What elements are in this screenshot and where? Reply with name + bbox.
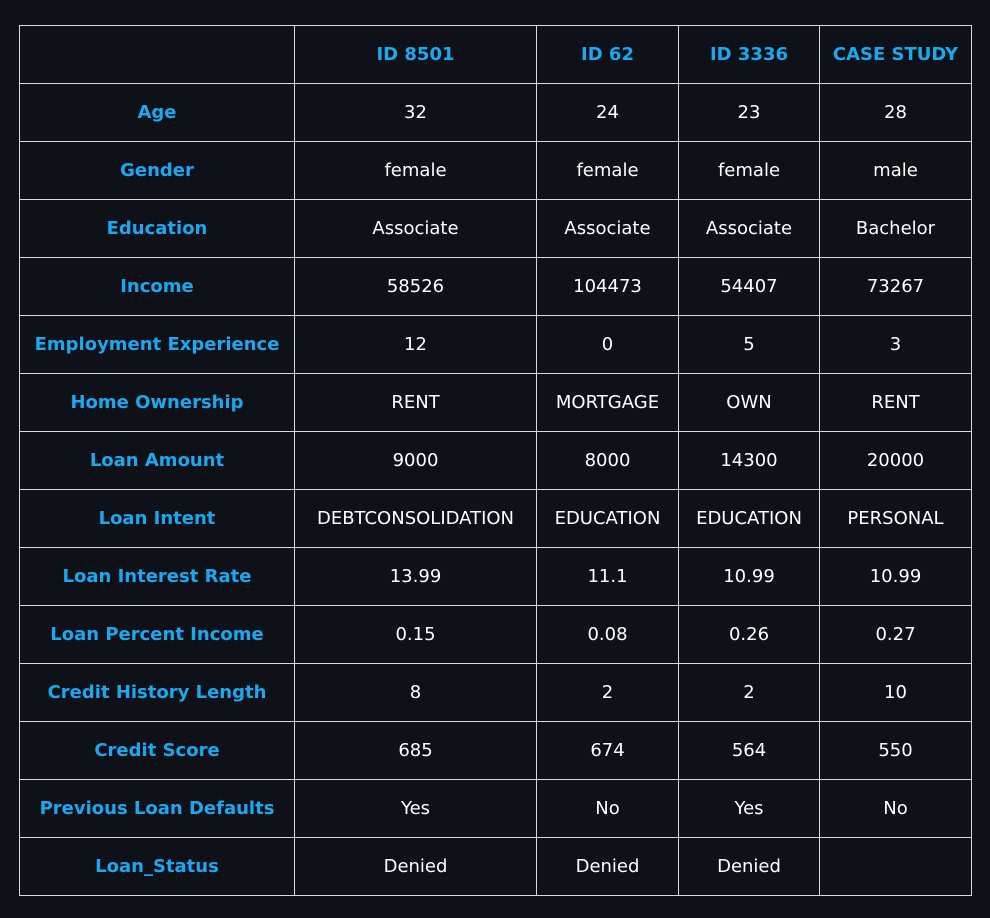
table-cell: female	[537, 142, 679, 200]
table-cell: Yes	[679, 780, 820, 838]
table-cell: 2	[537, 664, 679, 722]
table-cell: 73267	[820, 258, 972, 316]
row-label: Employment Experience	[20, 316, 295, 374]
row-label: Loan Intent	[20, 490, 295, 548]
corner-cell	[20, 26, 295, 84]
column-header: CASE STUDY	[820, 26, 972, 84]
row-label: Loan Amount	[20, 432, 295, 490]
table-cell: 24	[537, 84, 679, 142]
table-cell: Denied	[679, 838, 820, 896]
table-cell: RENT	[820, 374, 972, 432]
table-cell: No	[537, 780, 679, 838]
table-cell: 32	[295, 84, 537, 142]
table-cell: 0	[537, 316, 679, 374]
table-row	[20, 490, 972, 548]
table-cell: OWN	[679, 374, 820, 432]
table-cell: 13.99	[295, 548, 537, 606]
table-cell: 0.26	[679, 606, 820, 664]
table-row	[20, 142, 972, 200]
table-cell: 11.1	[537, 548, 679, 606]
table-cell: 10.99	[820, 548, 972, 606]
table-cell: Yes	[295, 780, 537, 838]
table-cell: PERSONAL	[820, 490, 972, 548]
column-header: ID 62	[537, 26, 679, 84]
table-row	[20, 606, 972, 664]
column-header: ID 3336	[679, 26, 820, 84]
table-cell: Associate	[537, 200, 679, 258]
table-row	[20, 838, 972, 896]
table-row	[20, 84, 972, 142]
table-row	[20, 664, 972, 722]
table-cell: 674	[537, 722, 679, 780]
table-row	[20, 722, 972, 780]
table-cell: 550	[820, 722, 972, 780]
table-row	[20, 548, 972, 606]
table-cell: Associate	[295, 200, 537, 258]
table-cell: Associate	[679, 200, 820, 258]
table-cell: RENT	[295, 374, 537, 432]
row-label: Income	[20, 258, 295, 316]
table-cell: 12	[295, 316, 537, 374]
table-cell: Bachelor	[820, 200, 972, 258]
table-cell: 23	[679, 84, 820, 142]
row-label: Gender	[20, 142, 295, 200]
table-cell: 0.27	[820, 606, 972, 664]
table-cell: 54407	[679, 258, 820, 316]
table-cell: 14300	[679, 432, 820, 490]
row-label: Loan_Status	[20, 838, 295, 896]
table-cell: female	[679, 142, 820, 200]
table-row	[20, 432, 972, 490]
table-cell: No	[820, 780, 972, 838]
table-cell: 3	[820, 316, 972, 374]
table-row	[20, 780, 972, 838]
row-label: Previous Loan Defaults	[20, 780, 295, 838]
table-row	[20, 374, 972, 432]
table-cell: 564	[679, 722, 820, 780]
row-label: Home Ownership	[20, 374, 295, 432]
table-cell	[820, 838, 972, 896]
table-cell: 58526	[295, 258, 537, 316]
table-cell: 2	[679, 664, 820, 722]
table-cell: MORTGAGE	[537, 374, 679, 432]
table-cell: 5	[679, 316, 820, 374]
table-cell: 104473	[537, 258, 679, 316]
row-label: Loan Interest Rate	[20, 548, 295, 606]
table-row	[20, 258, 972, 316]
row-label: Credit History Length	[20, 664, 295, 722]
table-cell: female	[295, 142, 537, 200]
table-cell: 28	[820, 84, 972, 142]
table-cell: 20000	[820, 432, 972, 490]
row-label: Age	[20, 84, 295, 142]
row-label: Education	[20, 200, 295, 258]
table-cell: Denied	[537, 838, 679, 896]
table-row	[20, 200, 972, 258]
table-cell: 685	[295, 722, 537, 780]
table-cell: EDUCATION	[537, 490, 679, 548]
row-label: Loan Percent Income	[20, 606, 295, 664]
comparison-table	[19, 25, 972, 896]
column-header: ID 8501	[295, 26, 537, 84]
table-cell: 0.15	[295, 606, 537, 664]
row-label: Credit Score	[20, 722, 295, 780]
table-cell: 10.99	[679, 548, 820, 606]
table-cell: 8	[295, 664, 537, 722]
table-cell: Denied	[295, 838, 537, 896]
table-cell: EDUCATION	[679, 490, 820, 548]
table-cell: 9000	[295, 432, 537, 490]
table-cell: 0.08	[537, 606, 679, 664]
table-cell: DEBTCONSOLIDATION	[295, 490, 537, 548]
table-cell: 8000	[537, 432, 679, 490]
header-row	[20, 26, 972, 84]
table-row	[20, 316, 972, 374]
table-cell: 10	[820, 664, 972, 722]
table-cell: male	[820, 142, 972, 200]
